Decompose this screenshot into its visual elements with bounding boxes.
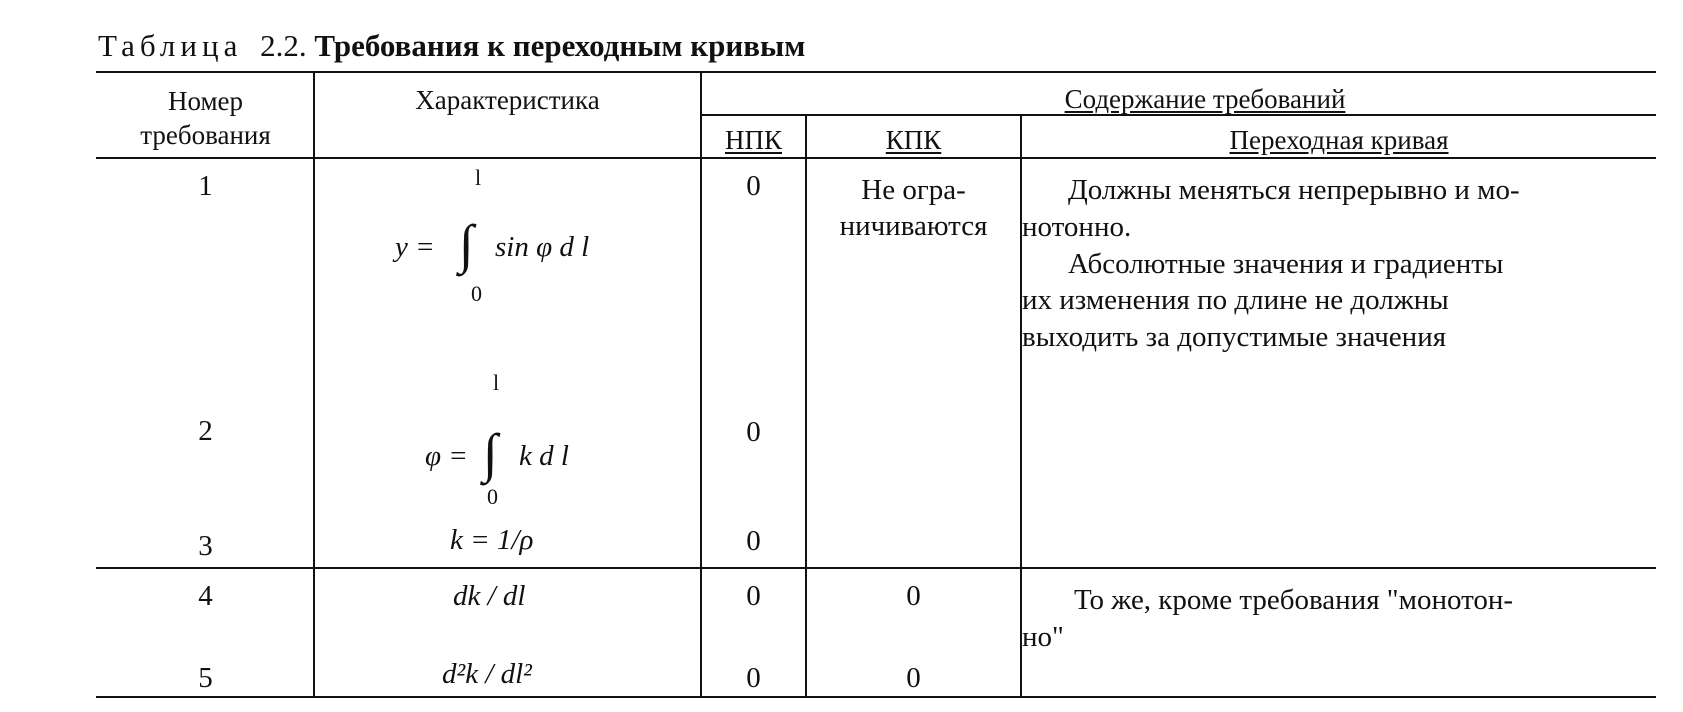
table-caption <box>98 28 805 64</box>
table-bottom-rule <box>96 696 1656 698</box>
integral-lower-limit: 0 <box>487 484 498 509</box>
row-5-npk: 0 <box>746 662 761 694</box>
row-2-number: 2 <box>198 415 213 447</box>
caption-label: Таблица <box>98 28 243 63</box>
header-subrule <box>700 114 1656 116</box>
header-characteristic: Характеристика <box>415 85 600 115</box>
row-5-number: 5 <box>198 662 213 694</box>
header-kpk: КПК <box>885 125 942 155</box>
table-top-rule <box>96 71 1656 73</box>
header-bottom-rule <box>96 157 1656 159</box>
row-2-formula: l φ = ∫ 0 k d l <box>425 370 569 509</box>
integral-lower-limit: 0 <box>471 281 482 306</box>
row-4-kpk: 0 <box>906 580 921 612</box>
row-1-number: 1 <box>198 170 213 202</box>
row-1-npk: 0 <box>746 170 761 202</box>
group-1-requirement-text: Должны меняться непрерывно и мо- нотонно. Абсолютные значения и градиенты их изменения по длине не должны выходить за допустимые значения <box>1022 174 1520 354</box>
row-3-number: 3 <box>198 530 213 562</box>
row-2-npk: 0 <box>746 416 761 448</box>
row-1-formula: l y = ∫ 0 sin φ d l <box>395 165 590 306</box>
caption-number: 2.2. <box>260 28 307 63</box>
integral-upper-limit: l <box>493 370 500 395</box>
row-4-number: 4 <box>198 580 213 612</box>
row-4-formula: dk / dl <box>453 580 526 612</box>
row-5-kpk: 0 <box>906 662 921 694</box>
row-5-formula: d²k / dl² <box>442 658 532 690</box>
row-4-npk: 0 <box>746 580 761 612</box>
integral-upper-limit: l <box>475 165 482 190</box>
group-separator-rule <box>96 567 1656 569</box>
header-content: Содержание требований <box>1064 84 1346 114</box>
row-1-kpk: Не огра- ничиваются <box>839 174 988 243</box>
header-curve: Переходная кривая <box>1229 125 1449 155</box>
row-3-formula: k = 1/ρ <box>450 524 534 556</box>
integral-sign-icon: ∫ <box>483 423 498 483</box>
col-divider-1 <box>313 72 315 697</box>
caption-title: Требования к переходным кривым <box>314 28 806 63</box>
header-number: Номер требования <box>140 86 271 150</box>
integral-sign-icon: ∫ <box>459 214 474 274</box>
group-2-requirement-text: То же, кроме требования "монотон- но" <box>1022 584 1514 653</box>
header-npk: НПК <box>724 125 782 155</box>
row-3-npk: 0 <box>746 525 761 557</box>
